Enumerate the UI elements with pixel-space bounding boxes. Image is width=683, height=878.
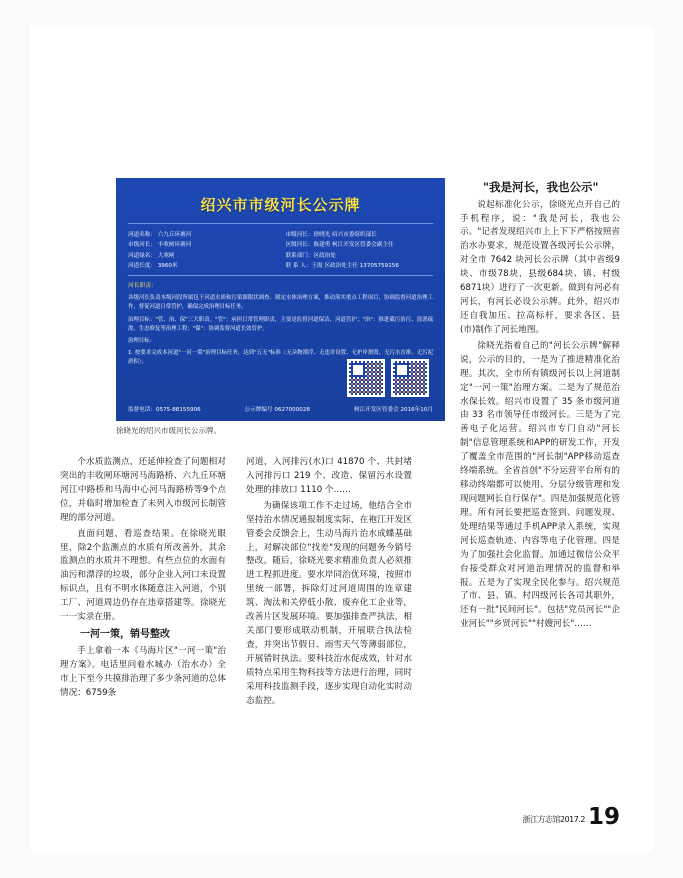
sign-duties-block (128, 282, 433, 367)
sign-footer (128, 405, 433, 413)
sign-issuer: 柯江开发区管委会 2016年10月 (353, 407, 433, 413)
paragraph: 手上拿着一本《马海片区"一河一策"治理方案》。电话里问着水城办（治水办）全市上下至今共摸排治理了多少条河道的总体情况：6759条 (60, 646, 226, 699)
page-footer (522, 804, 620, 831)
sign-info-left (128, 230, 276, 271)
qr-code-icon (347, 359, 385, 397)
sign-info-columns (128, 230, 433, 271)
page-content-area (30, 26, 653, 852)
paragraph: 直面问题，看巡查结果。在徐晓光眼里，除2个监测点的水质有所改善外，其余监测点的水质并不理想。有些点位的水面有油污和漂浮的垃圾，部分企业入河口未设置标识点，且有不明水体随意注入河道，个别工厂、河道周边仍存在违章搭建等。徐晓光一一实录在册。 (60, 528, 226, 623)
sign-left-row: 河道长度： 3960米 (128, 263, 178, 270)
sign-duties-paragraph: 1. 按要求完成本河道"一河一策"治理目标任务，达到"五无"标准（无杂物漂浮、无违章设置、无护岸损毁、无污水直排、无污泥淤积）； (128, 350, 433, 366)
qr-code-icon (391, 359, 429, 397)
sign-board (116, 178, 445, 421)
sign-left-row: 河道名称： 六九丘环塘河 (128, 232, 192, 238)
sign-duties-paragraph: 各级河长负责本级河段所属包干河道水质和污染源限状调查、制定水体治理方案，推动落实重点工程项目，协调监督河道治理工作，督促河道日常管护，确保完成治理目标任务。 (128, 295, 433, 311)
paragraph: 为确保该项工作不走过场，他结合全市坚持治水情况通报制度实际，在袍江开发区管委会反馈会上，生动马海片治水成蝶基础上，对解决部位"找差"发现的问题务今销号整改。随后，徐晓光要求精准负责人必须推进工程抓进度。要水岸同治优环境，按照市里统一部署，拆除灯过河道周围的连章建筑、淘汰和关停低小散、废弃化工企业等，改善片区发展环境。要加强排查严执法，相关部门要形成联动机制，开展联合执法检查，并突出节假日、雨雪天气等薄弱部位，开展错时执法。要科技治水促成效，针对水质特点采用生物科技等方法进行治理，同时采用科技监测手段，逐步实现自动化实时动态监控。 (246, 500, 412, 706)
sign-title: 绍兴市市级河长公示牌 (200, 196, 361, 214)
text-column-3 (460, 178, 620, 634)
sign-right-row: 区级河长：陈建勇 柯江开发区管委会副主任 (285, 242, 394, 249)
sign-qr-codes (347, 359, 429, 397)
sign-info-right (286, 230, 434, 271)
text-column-1 (60, 456, 226, 703)
sign-duties-paragraph: 治理目标： (128, 337, 155, 344)
publication-mark: 浙江方志馆2017.2 (522, 815, 585, 824)
section-heading-yiheyice: 一河一策，销号整改 (80, 629, 170, 641)
sign-right-row: 联系部门：区政治处 (285, 252, 336, 259)
paragraph: 徐晓光指着自己的"河长公示牌"解释说，公示的目的，一是为了推进精准化治理。其次，全市所有镇级河长以上河道制定"一河一策"治理方案。二是为了规范治水保长效。绍兴市设置了 35 条市级河道由 33 名市领导任市级河长。三是为了完善电子化运营。绍兴市专门自动"河长制"信息管理系统和APP的研发工作，开发了覆盖全市范围的"河长制"APP移动巡查终端系统。全省首创"不分运营平台所有的移动终端都可以使用、分层分级管理和发现问题网长自行保存"。四是加强规范化管理。所有河长要把巡查签到、问题发现、处理结果等通过手机APP录入系统，实现河长巡查轨迹、内容等电子化管理。四是为了加强社会化监督。加通过微信公众平台接受群众对河道治理情况的监督和举报。五是为了实现全民化参与。绍兴规范了市、县、镇、村四级河长各司其职外，还有一批"民间河长"。包括"党员河长""企业河长""乡贤河长""村嫂河长"…… (460, 340, 620, 630)
sign-supervision-phone: 监督电话：0575-88155906 (128, 407, 201, 413)
text-column-2 (246, 456, 412, 711)
sign-right-row: 联 系 人：王霞 区政治处主任 13705759156 (285, 263, 399, 270)
sign-left-row: 市级河长： 丰收闸环塘河 (128, 242, 192, 249)
sign-duties-title: 河长职责： (128, 283, 157, 290)
page-number: 19 (587, 804, 620, 831)
sign-left-row: 河道绿名： 大寒闸 (128, 252, 175, 259)
figure-river-chief-sign (116, 178, 445, 438)
paragraph: 河道，入河排污(水)口 41870 个、共封堵入河排污口 219 个、改造、保留污水设置处理的排放口 1110 个…… (246, 457, 412, 495)
sign-right-row: 市级河长：徐晓光 绍兴市委组织部长 (285, 232, 377, 238)
paragraph: 说起标准化公示，徐晓光点开自己的手机程序，说："我是河长，我也公示。"记者发现绍兴市上上下下严格按照省治水办要求，规范设置各级河长公示牌，对全市 7642 块河长公示牌（其中省级9块、市级78块，县级684块、镇、村级6871块）进行了一次更新。做到有河必有河长，有河长必设公示牌。此外，绍兴市还自我加压、拉高标杆，要求各区、县(市)制作了河长地图。 (460, 199, 620, 335)
paragraph: 个水质监测点，还延伸检查了问题相对突出的丰收闸环塘河马海路桥、六九丘环塘河江中路桥和马海中心河马海路桥等9个点位，并临时增加检查了未列入市级河长制管理的部分河道。 (60, 457, 226, 523)
sign-duties-paragraph: 治理目标："管、治、保"三大职责。"管"：承担日常管理职责，主要是监督河道保洁、河道管护；"治"：推进截污治污、清淤疏浚、生态修复等治理工程；"保"：协调监督河道长效管护。 (128, 316, 433, 332)
section-heading-public-notice: "我是河长，我也公示" (483, 180, 599, 194)
figure-caption: 徐晓光的绍兴市级河长公示牌。 (116, 426, 221, 435)
sign-board-number: 公示牌编号 0627000028 (244, 407, 310, 413)
